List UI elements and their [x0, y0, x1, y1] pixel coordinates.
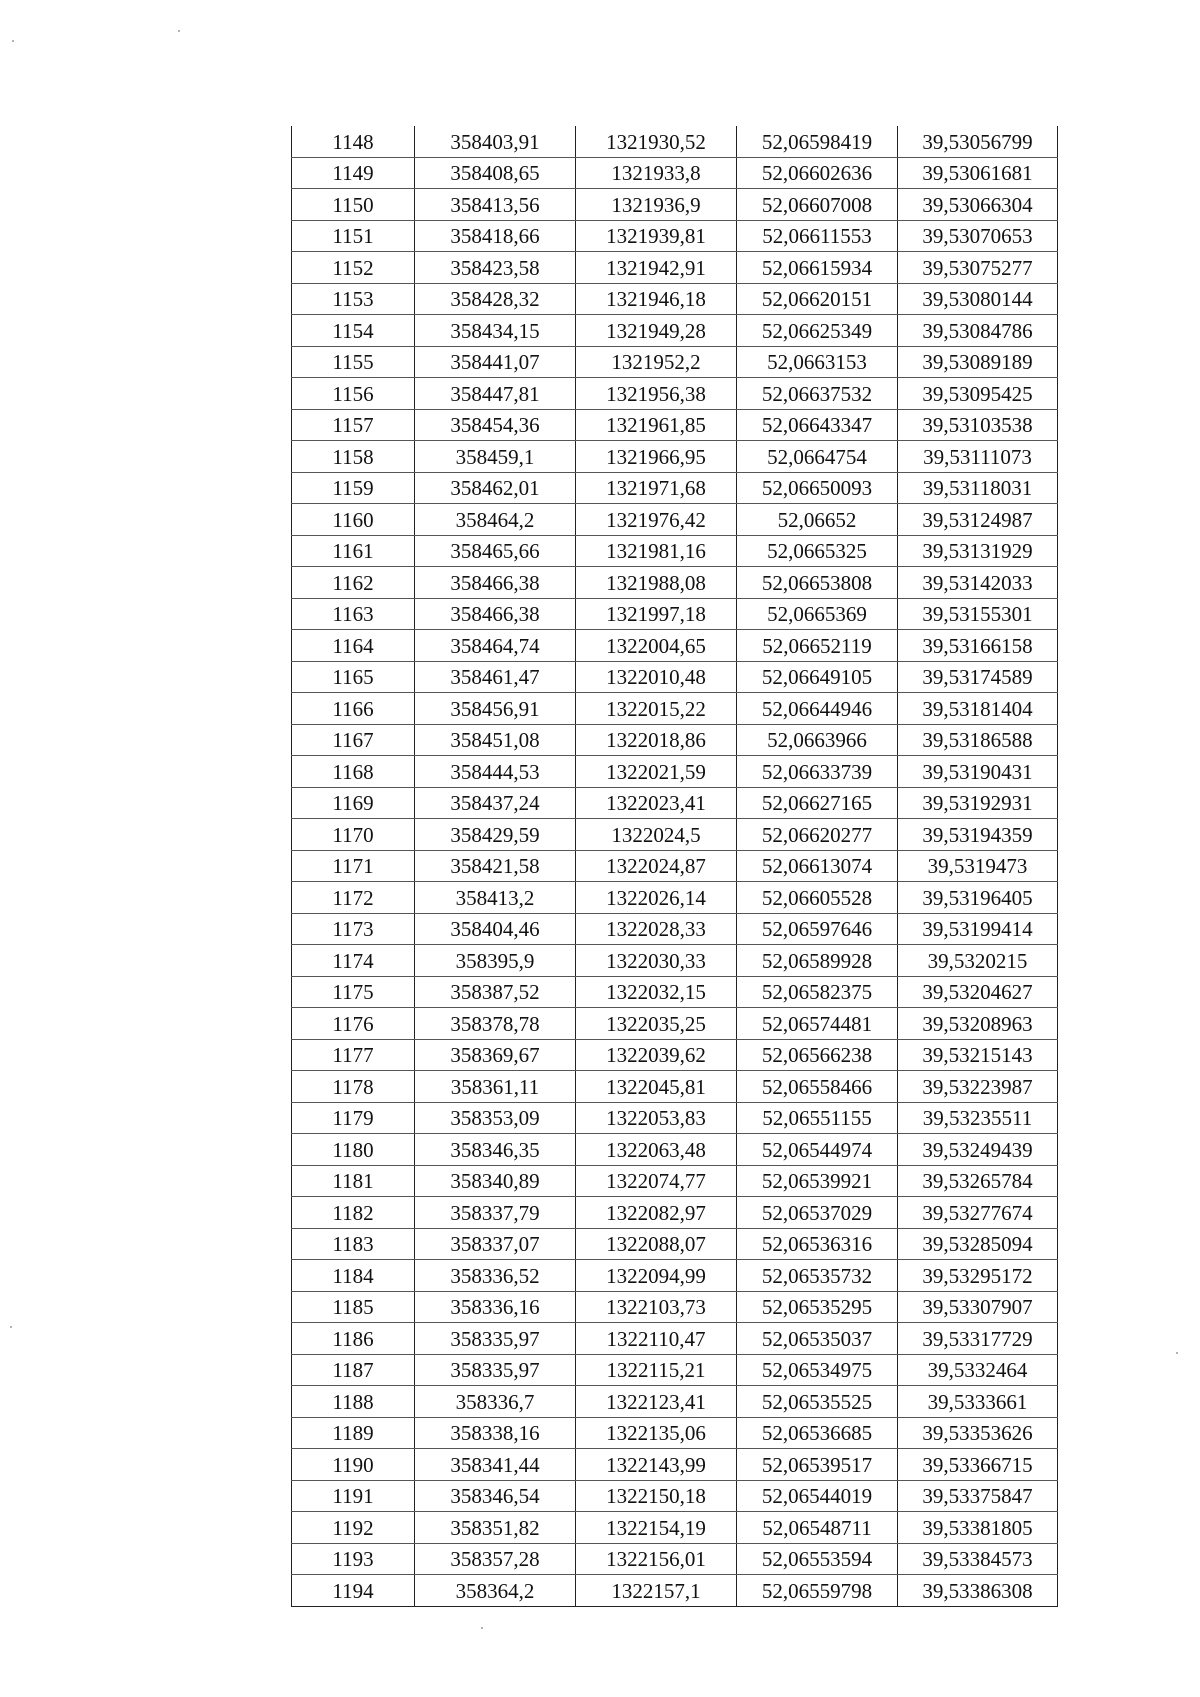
table-row: [292, 913, 1058, 945]
latitude-cell: 52,06643347: [737, 409, 898, 441]
table-row: [292, 1102, 1058, 1134]
longitude-cell: 39,53366715: [898, 1449, 1058, 1481]
x-coordinate-cell: 358361,11: [415, 1071, 576, 1103]
longitude-cell: 39,5319473: [898, 850, 1058, 882]
y-coordinate-cell: 1321933,8: [576, 157, 737, 189]
x-coordinate-cell: 358428,32: [415, 283, 576, 315]
table-row: [292, 1260, 1058, 1292]
y-coordinate-cell: 1322115,21: [576, 1354, 737, 1386]
longitude-cell: 39,53375847: [898, 1480, 1058, 1512]
point-number-cell: 1190: [292, 1449, 415, 1481]
y-coordinate-cell: 1322123,41: [576, 1386, 737, 1418]
scan-speck: [178, 30, 180, 32]
y-coordinate-cell: 1322015,22: [576, 693, 737, 725]
point-number-cell: 1192: [292, 1512, 415, 1544]
longitude-cell: 39,53204627: [898, 976, 1058, 1008]
longitude-cell: 39,53215143: [898, 1039, 1058, 1071]
y-coordinate-cell: 1322021,59: [576, 756, 737, 788]
point-number-cell: 1168: [292, 756, 415, 788]
latitude-cell: 52,06535037: [737, 1323, 898, 1355]
longitude-cell: 39,53199414: [898, 913, 1058, 945]
latitude-cell: 52,06625349: [737, 315, 898, 347]
latitude-cell: 52,06644946: [737, 693, 898, 725]
table-row: [292, 1480, 1058, 1512]
latitude-cell: 52,06605528: [737, 882, 898, 914]
x-coordinate-cell: 358466,38: [415, 567, 576, 599]
latitude-cell: 52,06620277: [737, 819, 898, 851]
table-row: [292, 1449, 1058, 1481]
point-number-cell: 1161: [292, 535, 415, 567]
latitude-cell: 52,06558466: [737, 1071, 898, 1103]
table-row: [292, 535, 1058, 567]
x-coordinate-cell: 358459,1: [415, 441, 576, 473]
longitude-cell: 39,5332464: [898, 1354, 1058, 1386]
longitude-cell: 39,53317729: [898, 1323, 1058, 1355]
point-number-cell: 1186: [292, 1323, 415, 1355]
table-row: [292, 1228, 1058, 1260]
longitude-cell: 39,5333661: [898, 1386, 1058, 1418]
y-coordinate-cell: 1321949,28: [576, 315, 737, 347]
x-coordinate-cell: 358451,08: [415, 724, 576, 756]
y-coordinate-cell: 1321956,38: [576, 378, 737, 410]
longitude-cell: 39,53265784: [898, 1165, 1058, 1197]
point-number-cell: 1189: [292, 1417, 415, 1449]
latitude-cell: 52,06539517: [737, 1449, 898, 1481]
x-coordinate-cell: 358466,38: [415, 598, 576, 630]
point-number-cell: 1154: [292, 315, 415, 347]
scan-speck: [481, 1627, 483, 1629]
x-coordinate-cell: 358369,67: [415, 1039, 576, 1071]
point-number-cell: 1158: [292, 441, 415, 473]
x-coordinate-cell: 358353,09: [415, 1102, 576, 1134]
latitude-cell: 52,06637532: [737, 378, 898, 410]
y-coordinate-cell: 1322024,5: [576, 819, 737, 851]
table-row: [292, 693, 1058, 725]
point-number-cell: 1149: [292, 157, 415, 189]
x-coordinate-cell: 358423,58: [415, 252, 576, 284]
x-coordinate-cell: 358346,54: [415, 1480, 576, 1512]
point-number-cell: 1157: [292, 409, 415, 441]
latitude-cell: 52,06535732: [737, 1260, 898, 1292]
y-coordinate-cell: 1321988,08: [576, 567, 737, 599]
y-coordinate-cell: 1322028,33: [576, 913, 737, 945]
longitude-cell: 39,53155301: [898, 598, 1058, 630]
longitude-cell: 39,53056799: [898, 126, 1058, 157]
x-coordinate-cell: 358408,65: [415, 157, 576, 189]
latitude-cell: 52,06598419: [737, 126, 898, 157]
longitude-cell: 39,53070653: [898, 220, 1058, 252]
longitude-cell: 39,53381805: [898, 1512, 1058, 1544]
point-number-cell: 1175: [292, 976, 415, 1008]
table-row: [292, 1386, 1058, 1418]
y-coordinate-cell: 1322004,65: [576, 630, 737, 662]
point-number-cell: 1169: [292, 787, 415, 819]
y-coordinate-cell: 1322023,41: [576, 787, 737, 819]
coordinates-table: [291, 126, 1058, 1607]
table-row: [292, 819, 1058, 851]
point-number-cell: 1156: [292, 378, 415, 410]
point-number-cell: 1162: [292, 567, 415, 599]
longitude-cell: 39,53235511: [898, 1102, 1058, 1134]
latitude-cell: 52,06602636: [737, 157, 898, 189]
table-row: [292, 378, 1058, 410]
y-coordinate-cell: 1321961,85: [576, 409, 737, 441]
table-row: [292, 882, 1058, 914]
y-coordinate-cell: 1322074,77: [576, 1165, 737, 1197]
y-coordinate-cell: 1322010,48: [576, 661, 737, 693]
latitude-cell: 52,06535525: [737, 1386, 898, 1418]
y-coordinate-cell: 1322063,48: [576, 1134, 737, 1166]
x-coordinate-cell: 358338,16: [415, 1417, 576, 1449]
x-coordinate-cell: 358335,97: [415, 1323, 576, 1355]
y-coordinate-cell: 1322018,86: [576, 724, 737, 756]
latitude-cell: 52,06544974: [737, 1134, 898, 1166]
table-row: [292, 1354, 1058, 1386]
table-row: [292, 315, 1058, 347]
point-number-cell: 1163: [292, 598, 415, 630]
y-coordinate-cell: 1321930,52: [576, 126, 737, 157]
latitude-cell: 52,06611553: [737, 220, 898, 252]
point-number-cell: 1177: [292, 1039, 415, 1071]
longitude-cell: 39,53196405: [898, 882, 1058, 914]
x-coordinate-cell: 358413,56: [415, 189, 576, 221]
latitude-cell: 52,06620151: [737, 283, 898, 315]
table-row: [292, 126, 1058, 157]
latitude-cell: 52,06607008: [737, 189, 898, 221]
latitude-cell: 52,06551155: [737, 1102, 898, 1134]
x-coordinate-cell: 358340,89: [415, 1165, 576, 1197]
longitude-cell: 39,53386308: [898, 1575, 1058, 1607]
x-coordinate-cell: 358421,58: [415, 850, 576, 882]
coordinates-table-body: [292, 126, 1058, 1606]
x-coordinate-cell: 358444,53: [415, 756, 576, 788]
table-row: [292, 1512, 1058, 1544]
latitude-cell: 52,06652: [737, 504, 898, 536]
longitude-cell: 39,53190431: [898, 756, 1058, 788]
x-coordinate-cell: 358387,52: [415, 976, 576, 1008]
latitude-cell: 52,0665369: [737, 598, 898, 630]
x-coordinate-cell: 358413,2: [415, 882, 576, 914]
y-coordinate-cell: 1321966,95: [576, 441, 737, 473]
x-coordinate-cell: 358434,15: [415, 315, 576, 347]
table-row: [292, 472, 1058, 504]
longitude-cell: 39,53353626: [898, 1417, 1058, 1449]
latitude-cell: 52,06553594: [737, 1543, 898, 1575]
point-number-cell: 1155: [292, 346, 415, 378]
y-coordinate-cell: 1321976,42: [576, 504, 737, 536]
y-coordinate-cell: 1322154,19: [576, 1512, 737, 1544]
latitude-cell: 52,06548711: [737, 1512, 898, 1544]
point-number-cell: 1150: [292, 189, 415, 221]
longitude-cell: 39,53103538: [898, 409, 1058, 441]
point-number-cell: 1152: [292, 252, 415, 284]
x-coordinate-cell: 358336,52: [415, 1260, 576, 1292]
y-coordinate-cell: 1322045,81: [576, 1071, 737, 1103]
table-row: [292, 1291, 1058, 1323]
table-row: [292, 1197, 1058, 1229]
x-coordinate-cell: 358346,35: [415, 1134, 576, 1166]
longitude-cell: 39,53295172: [898, 1260, 1058, 1292]
longitude-cell: 39,53186588: [898, 724, 1058, 756]
table-row: [292, 756, 1058, 788]
y-coordinate-cell: 1322035,25: [576, 1008, 737, 1040]
table-row: [292, 1134, 1058, 1166]
point-number-cell: 1178: [292, 1071, 415, 1103]
y-coordinate-cell: 1321942,91: [576, 252, 737, 284]
table-row: [292, 1165, 1058, 1197]
table-row: [292, 504, 1058, 536]
latitude-cell: 52,06574481: [737, 1008, 898, 1040]
table-row: [292, 346, 1058, 378]
x-coordinate-cell: 358404,46: [415, 913, 576, 945]
table-row: [292, 441, 1058, 473]
y-coordinate-cell: 1322150,18: [576, 1480, 737, 1512]
x-coordinate-cell: 358418,66: [415, 220, 576, 252]
y-coordinate-cell: 1321981,16: [576, 535, 737, 567]
table-row: [292, 850, 1058, 882]
point-number-cell: 1159: [292, 472, 415, 504]
table-row: [292, 787, 1058, 819]
table-row: [292, 598, 1058, 630]
y-coordinate-cell: 1322094,99: [576, 1260, 737, 1292]
latitude-cell: 52,06649105: [737, 661, 898, 693]
x-coordinate-cell: 358464,74: [415, 630, 576, 662]
longitude-cell: 39,53111073: [898, 441, 1058, 473]
point-number-cell: 1183: [292, 1228, 415, 1260]
table-row: [292, 1543, 1058, 1575]
x-coordinate-cell: 358336,16: [415, 1291, 576, 1323]
longitude-cell: 39,53223987: [898, 1071, 1058, 1103]
table-row: [292, 409, 1058, 441]
point-number-cell: 1185: [292, 1291, 415, 1323]
longitude-cell: 39,53089189: [898, 346, 1058, 378]
latitude-cell: 52,06627165: [737, 787, 898, 819]
point-number-cell: 1188: [292, 1386, 415, 1418]
y-coordinate-cell: 1322032,15: [576, 976, 737, 1008]
x-coordinate-cell: 358464,2: [415, 504, 576, 536]
point-number-cell: 1180: [292, 1134, 415, 1166]
point-number-cell: 1151: [292, 220, 415, 252]
point-number-cell: 1176: [292, 1008, 415, 1040]
x-coordinate-cell: 358341,44: [415, 1449, 576, 1481]
x-coordinate-cell: 358465,66: [415, 535, 576, 567]
point-number-cell: 1166: [292, 693, 415, 725]
latitude-cell: 52,06653808: [737, 567, 898, 599]
longitude-cell: 39,53142033: [898, 567, 1058, 599]
y-coordinate-cell: 1322103,73: [576, 1291, 737, 1323]
longitude-cell: 39,53095425: [898, 378, 1058, 410]
x-coordinate-cell: 358337,07: [415, 1228, 576, 1260]
longitude-cell: 39,53174589: [898, 661, 1058, 693]
point-number-cell: 1173: [292, 913, 415, 945]
y-coordinate-cell: 1321936,9: [576, 189, 737, 221]
y-coordinate-cell: 1322143,99: [576, 1449, 737, 1481]
table-row: [292, 157, 1058, 189]
point-number-cell: 1164: [292, 630, 415, 662]
point-number-cell: 1191: [292, 1480, 415, 1512]
point-number-cell: 1181: [292, 1165, 415, 1197]
y-coordinate-cell: 1322156,01: [576, 1543, 737, 1575]
latitude-cell: 52,06536685: [737, 1417, 898, 1449]
y-coordinate-cell: 1322088,07: [576, 1228, 737, 1260]
table-row: [292, 189, 1058, 221]
table-row: [292, 252, 1058, 284]
x-coordinate-cell: 358454,36: [415, 409, 576, 441]
point-number-cell: 1194: [292, 1575, 415, 1607]
scan-speck: [1176, 1352, 1178, 1354]
longitude-cell: 39,5320215: [898, 945, 1058, 977]
latitude-cell: 52,06650093: [737, 472, 898, 504]
longitude-cell: 39,53384573: [898, 1543, 1058, 1575]
x-coordinate-cell: 358351,82: [415, 1512, 576, 1544]
longitude-cell: 39,53277674: [898, 1197, 1058, 1229]
latitude-cell: 52,06534975: [737, 1354, 898, 1386]
longitude-cell: 39,53131929: [898, 535, 1058, 567]
latitude-cell: 52,0663966: [737, 724, 898, 756]
x-coordinate-cell: 358429,59: [415, 819, 576, 851]
x-coordinate-cell: 358395,9: [415, 945, 576, 977]
point-number-cell: 1165: [292, 661, 415, 693]
table-row: [292, 1039, 1058, 1071]
table-row: [292, 220, 1058, 252]
latitude-cell: 52,0663153: [737, 346, 898, 378]
y-coordinate-cell: 1322110,47: [576, 1323, 737, 1355]
point-number-cell: 1153: [292, 283, 415, 315]
x-coordinate-cell: 358437,24: [415, 787, 576, 819]
y-coordinate-cell: 1321952,2: [576, 346, 737, 378]
x-coordinate-cell: 358364,2: [415, 1575, 576, 1607]
table-row: [292, 1575, 1058, 1607]
x-coordinate-cell: 358447,81: [415, 378, 576, 410]
y-coordinate-cell: 1322135,06: [576, 1417, 737, 1449]
longitude-cell: 39,53307907: [898, 1291, 1058, 1323]
y-coordinate-cell: 1321946,18: [576, 283, 737, 315]
table-row: [292, 724, 1058, 756]
latitude-cell: 52,06597646: [737, 913, 898, 945]
longitude-cell: 39,53285094: [898, 1228, 1058, 1260]
latitude-cell: 52,0665325: [737, 535, 898, 567]
x-coordinate-cell: 358378,78: [415, 1008, 576, 1040]
latitude-cell: 52,06537029: [737, 1197, 898, 1229]
longitude-cell: 39,53249439: [898, 1134, 1058, 1166]
point-number-cell: 1179: [292, 1102, 415, 1134]
y-coordinate-cell: 1321997,18: [576, 598, 737, 630]
table-row: [292, 1071, 1058, 1103]
latitude-cell: 52,06544019: [737, 1480, 898, 1512]
x-coordinate-cell: 358461,47: [415, 661, 576, 693]
scan-speck: [12, 40, 14, 42]
latitude-cell: 52,06652119: [737, 630, 898, 662]
x-coordinate-cell: 358335,97: [415, 1354, 576, 1386]
longitude-cell: 39,53192931: [898, 787, 1058, 819]
y-coordinate-cell: 1322053,83: [576, 1102, 737, 1134]
latitude-cell: 52,06559798: [737, 1575, 898, 1607]
longitude-cell: 39,53118031: [898, 472, 1058, 504]
x-coordinate-cell: 358456,91: [415, 693, 576, 725]
latitude-cell: 52,06566238: [737, 1039, 898, 1071]
table-row: [292, 945, 1058, 977]
point-number-cell: 1170: [292, 819, 415, 851]
point-number-cell: 1174: [292, 945, 415, 977]
point-number-cell: 1184: [292, 1260, 415, 1292]
longitude-cell: 39,53066304: [898, 189, 1058, 221]
y-coordinate-cell: 1321971,68: [576, 472, 737, 504]
point-number-cell: 1167: [292, 724, 415, 756]
latitude-cell: 52,06582375: [737, 976, 898, 1008]
x-coordinate-cell: 358357,28: [415, 1543, 576, 1575]
point-number-cell: 1182: [292, 1197, 415, 1229]
latitude-cell: 52,06535295: [737, 1291, 898, 1323]
latitude-cell: 52,06615934: [737, 252, 898, 284]
table-row: [292, 567, 1058, 599]
longitude-cell: 39,53194359: [898, 819, 1058, 851]
x-coordinate-cell: 358336,7: [415, 1386, 576, 1418]
longitude-cell: 39,53124987: [898, 504, 1058, 536]
point-number-cell: 1160: [292, 504, 415, 536]
y-coordinate-cell: 1322024,87: [576, 850, 737, 882]
table-row: [292, 661, 1058, 693]
point-number-cell: 1187: [292, 1354, 415, 1386]
table-row: [292, 1417, 1058, 1449]
latitude-cell: 52,06589928: [737, 945, 898, 977]
table-row: [292, 1323, 1058, 1355]
y-coordinate-cell: 1321939,81: [576, 220, 737, 252]
y-coordinate-cell: 1322082,97: [576, 1197, 737, 1229]
table-row: [292, 630, 1058, 662]
table-row: [292, 976, 1058, 1008]
longitude-cell: 39,53084786: [898, 315, 1058, 347]
longitude-cell: 39,53080144: [898, 283, 1058, 315]
longitude-cell: 39,53208963: [898, 1008, 1058, 1040]
point-number-cell: 1172: [292, 882, 415, 914]
point-number-cell: 1148: [292, 126, 415, 157]
longitude-cell: 39,53181404: [898, 693, 1058, 725]
latitude-cell: 52,06536316: [737, 1228, 898, 1260]
latitude-cell: 52,0664754: [737, 441, 898, 473]
point-number-cell: 1171: [292, 850, 415, 882]
longitude-cell: 39,53061681: [898, 157, 1058, 189]
longitude-cell: 39,53075277: [898, 252, 1058, 284]
longitude-cell: 39,53166158: [898, 630, 1058, 662]
y-coordinate-cell: 1322030,33: [576, 945, 737, 977]
latitude-cell: 52,06613074: [737, 850, 898, 882]
latitude-cell: 52,06633739: [737, 756, 898, 788]
y-coordinate-cell: 1322157,1: [576, 1575, 737, 1607]
table-row: [292, 283, 1058, 315]
table-row: [292, 1008, 1058, 1040]
y-coordinate-cell: 1322039,62: [576, 1039, 737, 1071]
x-coordinate-cell: 358441,07: [415, 346, 576, 378]
point-number-cell: 1193: [292, 1543, 415, 1575]
x-coordinate-cell: 358337,79: [415, 1197, 576, 1229]
y-coordinate-cell: 1322026,14: [576, 882, 737, 914]
latitude-cell: 52,06539921: [737, 1165, 898, 1197]
x-coordinate-cell: 358462,01: [415, 472, 576, 504]
scan-speck: [10, 1326, 12, 1328]
x-coordinate-cell: 358403,91: [415, 126, 576, 157]
